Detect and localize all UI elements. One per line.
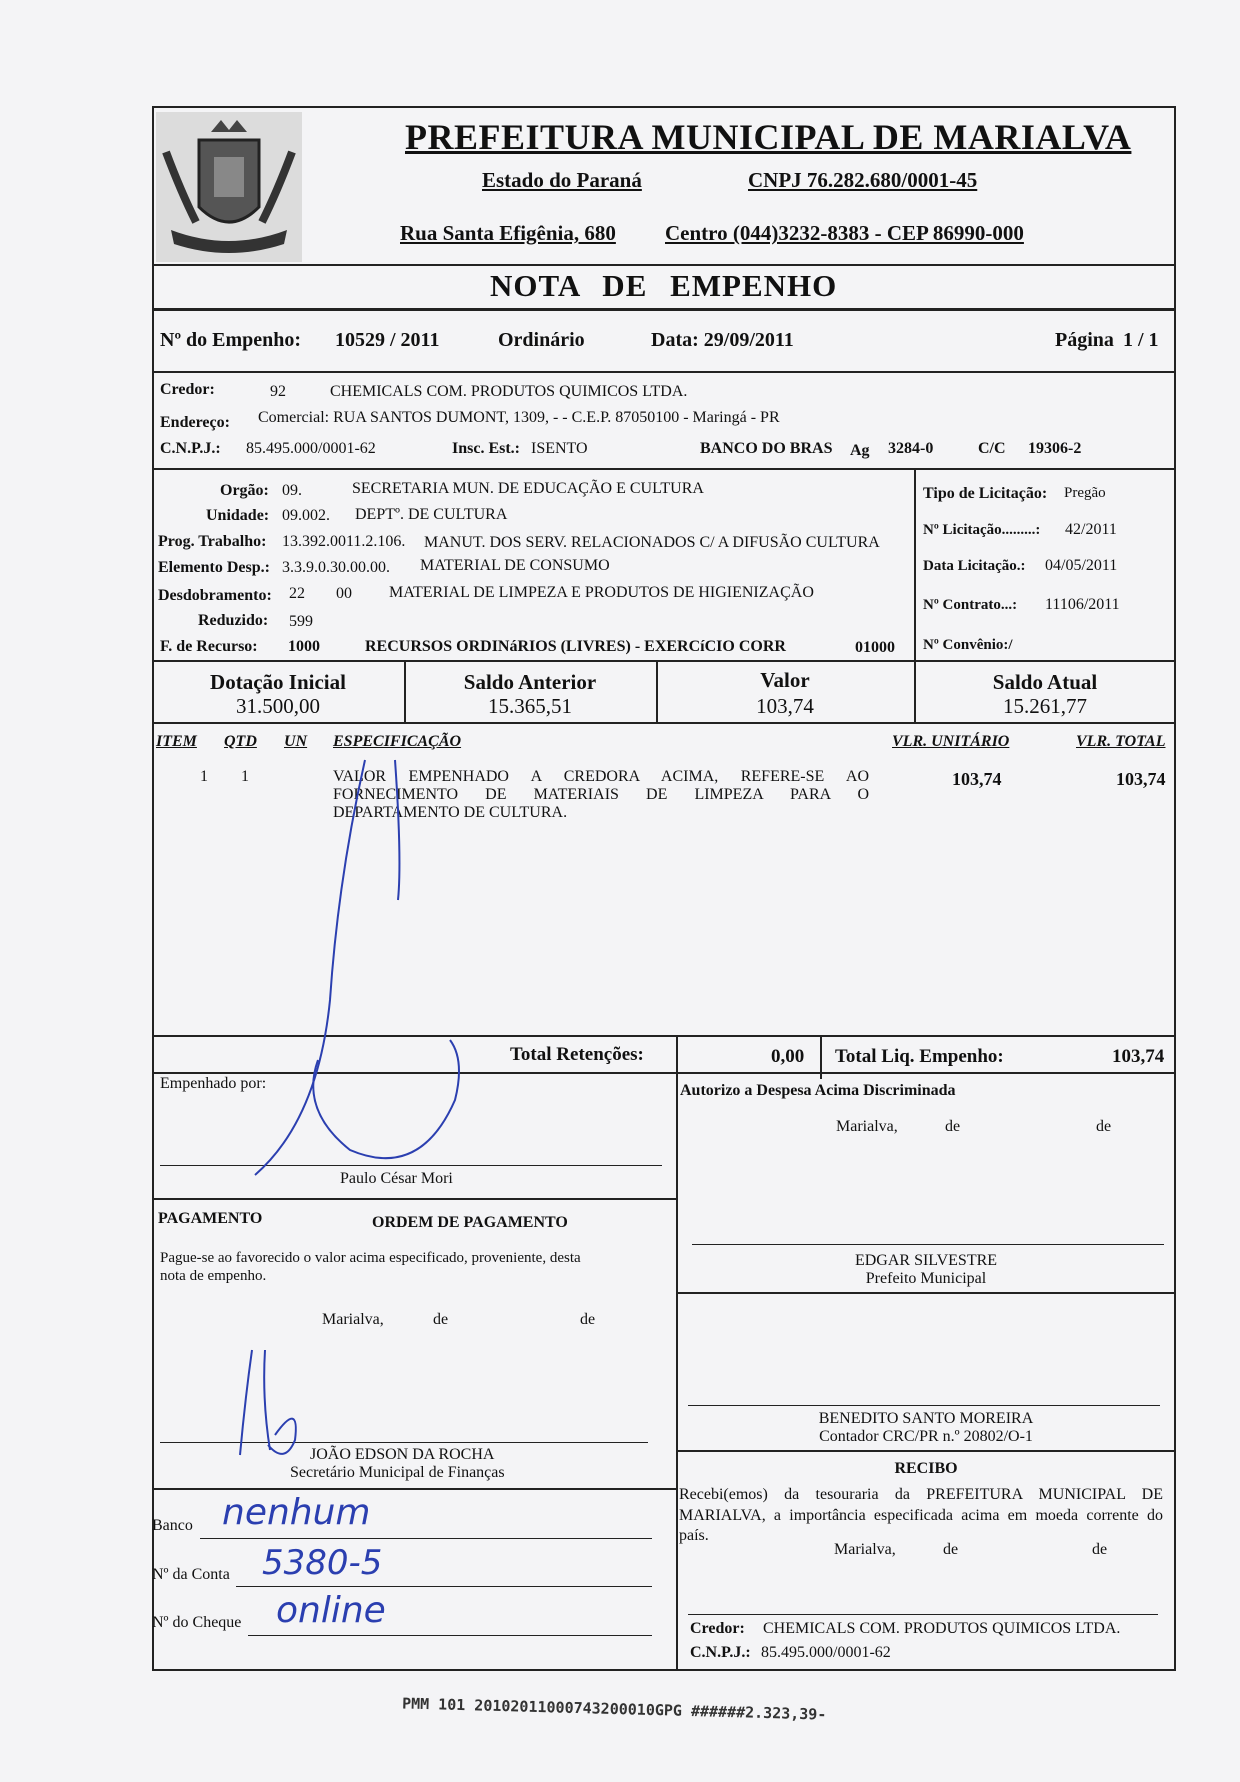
item-desc-line2: FORNECIMENTO DE MATERIAIS DE LIMPEZA PARA O bbox=[333, 786, 869, 803]
desdobramento-name: MATERIAL DE LIMPEZA E PRODUTOS DE HIGIENIZAÇÃO bbox=[389, 584, 814, 601]
col-especificacao: ESPECIFICAÇÃO bbox=[333, 733, 462, 750]
cnpj-label: C.N.P.J.: bbox=[160, 440, 221, 457]
page-number: 1 / 1 bbox=[1123, 329, 1159, 351]
item-number: 1 bbox=[200, 768, 208, 785]
prog-code: 13.392.0011.2.106. bbox=[282, 533, 406, 550]
recibo-de1: de bbox=[943, 1541, 959, 1558]
financas-signer: JOÃO EDSON DA ROCHA bbox=[310, 1446, 495, 1463]
col-valor-unitario: VLR. UNITÁRIO bbox=[892, 733, 1010, 750]
empenho-date: Data: 29/09/2011 bbox=[651, 329, 794, 351]
retencoes-label: Total Retenções: bbox=[510, 1044, 644, 1065]
recibo-text-line1: Recebi(emos) da tesouraria da PREFEITURA MUNICIPAL DE bbox=[679, 1486, 1163, 1503]
reduzido-label: Reduzido: bbox=[198, 612, 269, 629]
contrato-label: Nº Contrato...: bbox=[923, 597, 1018, 613]
reduzido-value: 599 bbox=[289, 613, 313, 630]
fonte-number: 01000 bbox=[855, 639, 895, 656]
autorizo-de2: de bbox=[1096, 1118, 1112, 1135]
licitacao-number-label: Nº Licitação.........: bbox=[923, 522, 1041, 538]
empenho-number: 10529 / 2011 bbox=[335, 329, 440, 351]
autorizo-de1: de bbox=[945, 1118, 961, 1135]
empenho-type: Ordinário bbox=[498, 329, 585, 351]
item-qtd: 1 bbox=[241, 768, 249, 785]
credor-cnpj: 85.495.000/0001-62 bbox=[246, 440, 376, 457]
elemento-code: 3.3.9.0.30.00.00. bbox=[282, 559, 390, 576]
prog-name: MANUT. DOS SERV. RELACIONADOS C/ A DIFUSÃO CULTURA bbox=[424, 534, 880, 551]
recibo-place: Marialva, bbox=[834, 1541, 896, 1558]
item-desc-line3: DEPARTAMENTO DE CULTURA. bbox=[333, 804, 568, 821]
footer-code: PMM 101 20102011000743200010GPG ######2.323,39- bbox=[401, 1694, 827, 1724]
credor-address: Comercial: RUA SANTOS DUMONT, 1309, - - C.E.P. 87050100 - Maringá - PR bbox=[258, 409, 780, 426]
orgao-name: SECRETARIA MUN. DE EDUCAÇÃO E CULTURA bbox=[352, 480, 704, 497]
empenho-number-label: Nº do Empenho: bbox=[160, 329, 302, 351]
elemento-name: MATERIAL DE CONSUMO bbox=[420, 557, 610, 574]
recibo-cnpj-label: C.N.P.J.: bbox=[690, 1644, 751, 1661]
fonte-label: F. de Recurso: bbox=[160, 638, 258, 655]
autorizo-label: Autorizo a Despesa Acima Discriminada bbox=[680, 1082, 956, 1099]
recibo-cnpj: 85.495.000/0001-62 bbox=[761, 1644, 891, 1661]
pagamento-text-line2: nota de empenho. bbox=[160, 1268, 267, 1284]
recibo-credor: CHEMICALS COM. PRODUTOS QUIMICOS LTDA. bbox=[763, 1620, 1121, 1637]
recibo-text-line3: país. bbox=[679, 1527, 709, 1544]
col-valor-total: VLR. TOTAL bbox=[1076, 733, 1166, 750]
col-item: ITEM bbox=[156, 733, 197, 750]
saldo-anterior-value: 15.365,51 bbox=[488, 694, 572, 718]
credor-insc: ISENTO bbox=[531, 440, 588, 457]
tipo-licitacao: Pregão bbox=[1064, 485, 1106, 501]
agency-number: 3284-0 bbox=[888, 440, 934, 457]
unidade-code: 09.002. bbox=[282, 507, 330, 524]
desdobramento-label: Desdobramento: bbox=[158, 587, 272, 604]
endereco-label: Endereço: bbox=[160, 414, 230, 431]
document-title: NOTA DE EMPENHO bbox=[490, 268, 838, 303]
saldo-anterior-label: Saldo Anterior bbox=[463, 670, 597, 694]
empenhado-name: Paulo César Mori bbox=[340, 1170, 453, 1187]
fonte-name: RECURSOS ORDINáRIOS (LIVRES) - EXERCíCIO CORR bbox=[365, 638, 786, 655]
saldo-atual-value: 15.261,77 bbox=[1003, 694, 1087, 718]
pagamento-label: PAGAMENTO bbox=[158, 1210, 263, 1227]
liq-empenho-label: Total Liq. Empenho: bbox=[835, 1046, 1004, 1067]
prog-label: Prog. Trabalho: bbox=[158, 533, 267, 550]
pagamento-text-line1: Pague-se ao favorecido o valor acima especificado, proveniente, desta bbox=[160, 1250, 581, 1266]
licitacao-number: 42/2011 bbox=[1065, 521, 1117, 538]
fonte-code: 1000 bbox=[288, 638, 320, 655]
insc-label: Insc. Est.: bbox=[452, 440, 521, 457]
contador-role: Contador CRC/PR n.º 20802/O-1 bbox=[819, 1428, 1033, 1445]
autorizo-place: Marialva, bbox=[836, 1118, 898, 1135]
valor-label: Valor bbox=[760, 668, 810, 692]
recibo-credor-label: Credor: bbox=[690, 1620, 745, 1637]
liq-empenho-value: 103,74 bbox=[1112, 1046, 1165, 1067]
item-desc-line1: VALOR EMPENHADO A CREDORA ACIMA, REFERE-SE AO bbox=[333, 768, 869, 785]
orgao-code: 09. bbox=[282, 482, 302, 499]
municipality-contact: Centro (044)3232-8383 - CEP 86990-000 bbox=[665, 221, 1024, 245]
unidade-label: Unidade: bbox=[206, 507, 270, 524]
conta-handwritten: 5380-5 bbox=[262, 1543, 383, 1583]
valor-value: 103,74 bbox=[756, 694, 814, 718]
col-un: UN bbox=[284, 733, 308, 750]
prefeito-role: Prefeito Municipal bbox=[865, 1270, 987, 1287]
licitacao-date-label: Data Licitação.: bbox=[923, 558, 1026, 574]
convenio-label: Nº Convênio:/ bbox=[923, 637, 1013, 653]
orgao-label: Orgão: bbox=[220, 482, 269, 499]
recibo-title: RECIBO bbox=[894, 1460, 958, 1477]
credor-name: CHEMICALS COM. PRODUTOS QUIMICOS LTDA. bbox=[330, 383, 688, 400]
contrato-number: 11106/2011 bbox=[1045, 596, 1120, 613]
contador-name: BENEDITO SANTO MOREIRA bbox=[818, 1410, 1034, 1427]
unidade-name: DEPTº. DE CULTURA bbox=[355, 506, 508, 523]
prefeito-name: EDGAR SILVESTRE bbox=[854, 1252, 998, 1269]
account-label: C/C bbox=[978, 440, 1006, 457]
empenhado-label: Empenhado por: bbox=[160, 1075, 267, 1092]
municipality-title: PREFEITURA MUNICIPAL DE MARIALVA bbox=[405, 117, 1132, 157]
pagamento-de1: de bbox=[433, 1311, 449, 1328]
page-label: Página bbox=[1055, 329, 1114, 351]
agency-label: Ag bbox=[850, 442, 870, 459]
municipality-address: Rua Santa Efigênia, 680 bbox=[400, 221, 616, 245]
col-qtd: QTD bbox=[224, 733, 257, 750]
tipo-licitacao-label: Tipo de Licitação: bbox=[923, 485, 1048, 502]
financas-role: Secretário Municipal de Finanças bbox=[290, 1464, 505, 1481]
licitacao-date: 04/05/2011 bbox=[1045, 557, 1118, 574]
dotacao-value: 31.500,00 bbox=[236, 694, 320, 718]
item-total-value: 103,74 bbox=[1116, 769, 1166, 789]
cheque-label: Nº do Cheque bbox=[152, 1614, 242, 1631]
elemento-label: Elemento Desp.: bbox=[158, 559, 270, 576]
state-name: Estado do Paraná bbox=[482, 168, 642, 192]
credor-label: Credor: bbox=[160, 381, 215, 398]
municipality-cnpj: CNPJ 76.282.680/0001-45 bbox=[748, 168, 978, 192]
conta-label: Nº da Conta bbox=[152, 1566, 230, 1583]
pagamento-place: Marialva, bbox=[322, 1311, 384, 1328]
cheque-handwritten: online bbox=[276, 1590, 386, 1631]
retencoes-value: 0,00 bbox=[771, 1046, 805, 1067]
ordem-pagamento-label: ORDEM DE PAGAMENTO bbox=[372, 1214, 568, 1231]
desdobramento-code: 22 bbox=[289, 585, 305, 602]
banco-handwritten: nenhum bbox=[222, 1492, 371, 1533]
pagamento-de2: de bbox=[580, 1311, 596, 1328]
desdobramento-sub: 00 bbox=[336, 585, 352, 602]
item-unit-value: 103,74 bbox=[952, 769, 1002, 789]
recibo-text-line2: MARIALVA, a importância especificada acima em moeda corrente do bbox=[679, 1507, 1163, 1524]
saldo-atual-label: Saldo Atual bbox=[992, 670, 1098, 694]
account-number: 19306-2 bbox=[1028, 440, 1082, 457]
dotacao-label: Dotação Inicial bbox=[210, 670, 346, 694]
credor-bank: BANCO DO BRAS bbox=[700, 440, 833, 457]
credor-code: 92 bbox=[270, 383, 286, 400]
banco-label: Banco bbox=[152, 1517, 193, 1534]
recibo-de2: de bbox=[1092, 1541, 1108, 1558]
